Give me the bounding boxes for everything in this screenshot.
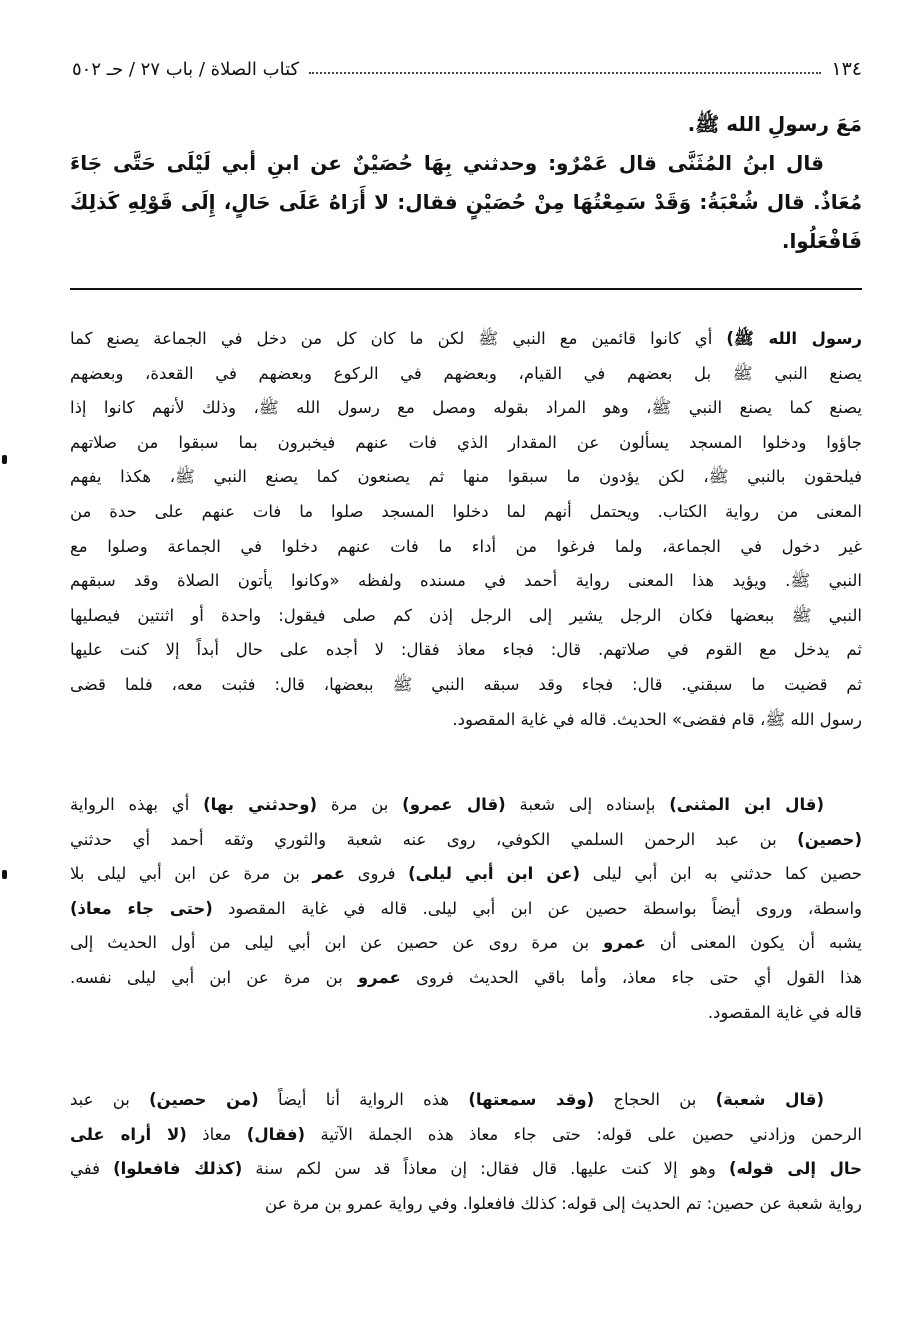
text-line [70, 1152, 862, 1187]
text-segment: بإسناده إلى شعبة [505, 795, 670, 814]
text-segment: فَافْعَلُوا. [781, 229, 862, 253]
text-line [70, 530, 862, 565]
text-segment: المعنى من رواية الكتاب. ويحتمل أنهم لما دخلوا المسجد صلوا ما فات عنهم على حدة من [70, 501, 862, 521]
text-line [70, 391, 862, 426]
text-segment: بن الحجاج [594, 1090, 716, 1109]
bold-term: (فقال) [246, 1124, 306, 1144]
footnote-divider [70, 288, 862, 290]
bold-term: (حتى جاء معاذ) [70, 898, 213, 918]
dotted-leader [309, 72, 821, 74]
bold-term: (عن ابن أبي ليلى) [408, 864, 581, 884]
text-segment: رسول الله ﷺ، قام فقضى» الحديث. قاله في غاية المقصود. [452, 709, 862, 729]
text-segment: أي بهذه الرواية [70, 795, 204, 814]
text-segment: جاؤوا ودخلوا المسجد يسألون عن المقدار الذي فات عنهم فيخبرون بما سبقوا من صلاتهم [70, 432, 862, 452]
bold-term: (قال ابن المثنى) [669, 795, 825, 814]
text-line [70, 183, 862, 222]
text-segment: يصنع النبي ﷺ بل بعضهم في القيام، وبعضهم في الركوع وبعضهم في القعدة، وبعضهم [70, 363, 862, 383]
hadith-text [70, 105, 862, 261]
bold-term: حال إلى قوله) [728, 1159, 862, 1179]
text-segment: قال ابنُ المُثَنَّى قال عَمْرٌو: وحدثني بِهَا حُصَيْنٌ عن ابنِ أبي لَيْلَى حَتَّى جَاءَ [70, 151, 824, 175]
text-segment: فيلحقون بالنبي ﷺ، لكن يؤدون ما سبقوا منها ثم يصنعون كما يصنع النبي ﷺ، هكذا يفهم [70, 467, 862, 487]
commentary-paragraph [70, 788, 862, 1030]
bold-term: (حصين) [797, 829, 862, 849]
text-segment: النبي ﷺ. ويؤيد هذا المعنى رواية أحمد في مسنده ولفظه «وكانوا يأتون الصلاة وقد سبقهم [70, 571, 862, 591]
text-segment: يصنع كما يصنع النبي ﷺ، وهو المراد بقوله ومصل مع رسول الله ﷺ، وذلك لأنهم كانوا إذا [70, 398, 862, 418]
text-segment: يشبه أن يكون المعنى أن [645, 933, 862, 953]
text-segment: واسطة، وروى أيضاً بواسطة حصين عن ابن أبي ليلى. قاله في غاية المقصود [212, 898, 863, 918]
text-line [70, 564, 862, 599]
text-segment: معاذ [186, 1124, 247, 1144]
text-line [70, 703, 862, 738]
page-number: ١٣٤ [831, 58, 862, 80]
text-segment: بن مرة [317, 795, 403, 814]
text-line [70, 668, 862, 703]
text-segment: غير دخول في الجماعة، ولما فرغوا من أداء ما فات عنهم دخلوا في الجماعة وصلوا مع [70, 536, 862, 556]
commentary-paragraph [70, 322, 862, 737]
text-line [70, 222, 862, 261]
text-segment: بن عبد [70, 1090, 150, 1109]
text-segment: بن مرة عن ابن أبي ليلى بلا [70, 864, 313, 884]
bold-term: (وحدثني بها) [203, 795, 318, 814]
text-line [70, 961, 862, 996]
running-header [72, 52, 862, 80]
text-line [70, 1187, 862, 1222]
text-line [70, 892, 862, 927]
text-segment: هذا القول أي حتى جاء معاذ، وأما باقي الحديث فروى [400, 967, 862, 987]
text-segment: بن مرة عن ابن أبي ليلى نفسه. [70, 967, 358, 987]
text-segment: ثم يدخل مع القوم في صلاتهم. قال: فجاء معاذ فقال: لا أجده على حال أبداً إلا كنت عليها [70, 640, 862, 660]
bold-term: (من حصين) [149, 1090, 259, 1109]
running-title: كتاب الصلاة / باب ٢٧ / حـ ٥٠٢ [72, 59, 300, 80]
text-segment: ففي [70, 1159, 114, 1179]
text-line [70, 460, 862, 495]
bold-term: عمرو [602, 933, 646, 953]
bold-term: عمر [312, 864, 346, 884]
text-line [70, 926, 862, 961]
text-segment: قاله في غاية المقصود. [707, 1002, 862, 1022]
text-line [70, 357, 862, 392]
text-line [70, 1118, 862, 1153]
text-segment: حصين كما حدثني به ابن أبي ليلى [580, 864, 862, 884]
text-segment: فروى [345, 864, 409, 884]
text-segment: وهو إلا كنت عليها. قال فقال: إن معاذاً قد سن لكم سنة [242, 1159, 729, 1179]
bold-term: (وقد سمعتها) [468, 1090, 595, 1109]
text-line [70, 144, 862, 183]
text-line [70, 105, 862, 144]
text-line [70, 599, 862, 634]
text-segment: مُعَاذٌ. قال شُعْبَةُ: وَقَدْ سَمِعْتُهَا مِنْ حُصَيْنٍ فقال: لا أَرَاهُ عَلَى حَالٍ، إِلَى قَوْلِهِ كَذلِكَ [70, 190, 862, 214]
text-line [70, 788, 862, 823]
text-segment: ثم قضيت ما سبقني. قال: فجاء وقد سبقه النبي ﷺ ببعضها، قال: فثبت معه، فلما قضى [70, 674, 862, 694]
text-line [70, 823, 862, 858]
bold-term: (قال عمرو) [402, 795, 506, 814]
text-line [70, 426, 862, 461]
text-line [70, 322, 862, 357]
text-line [70, 633, 862, 668]
bold-term: (لا أراه على [70, 1124, 187, 1144]
text-segment: بن مرة روى عن حصين عن ابن أبي ليلى من أول الحديث إلى [70, 933, 603, 953]
text-line [70, 996, 862, 1031]
scan-mark [2, 870, 7, 879]
bold-term: (كذلك فافعلوا) [113, 1159, 243, 1179]
bold-term: رسول الله ﷺ) [726, 329, 862, 348]
text-segment: بن عبد الرحمن السلمي الكوفي، روى عنه شعبة والثوري وثقه أحمد أي حدثني [70, 829, 798, 849]
text-line [70, 857, 862, 892]
bold-term: عمرو [357, 967, 401, 987]
text-line [70, 1083, 862, 1118]
text-segment: أي كانوا قائمين مع النبي ﷺ لكن ما كان كل من دخل في الجماعة يصنع كما [70, 329, 727, 348]
text-segment: النبي ﷺ ببعضها فكان الرجل يشير إلى الرجل إذن كم صلى فيقول: واحدة أو اثنتين فيصليها [70, 605, 862, 625]
bold-term: (قال شعبة) [715, 1090, 825, 1109]
text-segment: مَعَ رسولِ الله ﷺ. [687, 112, 862, 136]
text-line [70, 495, 862, 530]
text-segment: رواية شعبة عن حصين: تم الحديث إلى قوله: كذلك فافعلوا. وفي رواية عمرو بن مرة عن [265, 1193, 862, 1213]
text-segment: الرحمن وزادني حصين على قوله: حتى جاء معاذ هذه الجملة الآتية [305, 1124, 862, 1144]
scan-mark [2, 455, 7, 464]
commentary-paragraph [70, 1083, 862, 1221]
text-segment: هذه الرواية أنا أيضاً [258, 1090, 469, 1109]
